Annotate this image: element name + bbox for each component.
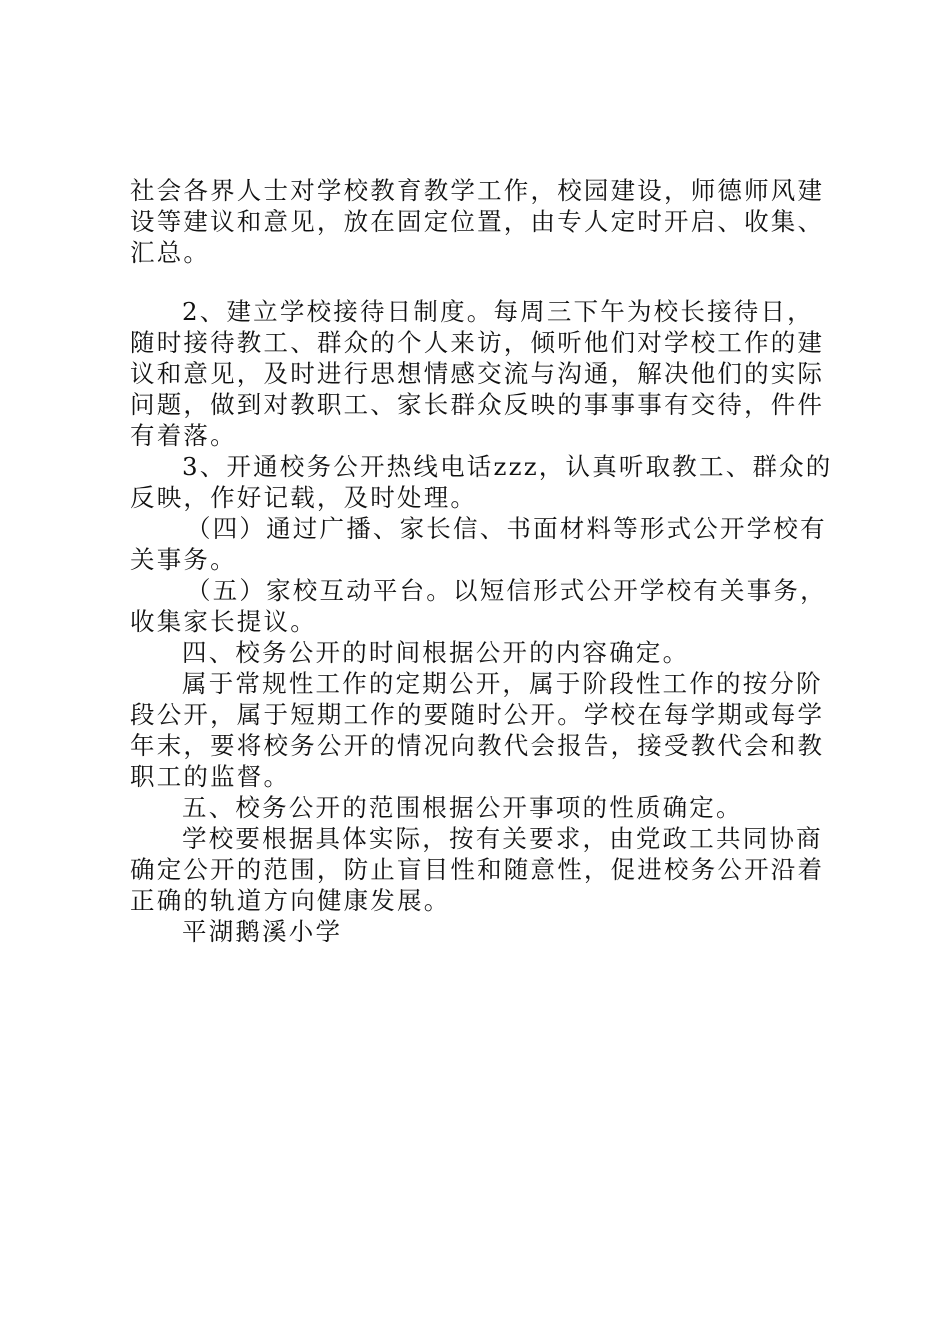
paragraph-reception-day: 2、建立学校接待日制度。每周三下午为校长接待日，随时接待教工、群众的个人来访，倾听他们对学校工作的建议和意见，及时进行思想情感交流与沟通，解决他们的实际问题，做到对教职工、家长群众反映的事事事有交待，件件有着落。: [130, 297, 825, 450]
paragraph-continuation: 社会各界人士对学校教育教学工作，校园建设，师德师风建设等建议和意见，放在固定位置，由专人定时开启、收集、汇总。: [130, 176, 825, 267]
document-body: [130, 175, 835, 947]
heading-section-five: 五、校务公开的范围根据公开事项的性质确定。: [182, 793, 743, 822]
signature: 平湖鹅溪小学: [182, 917, 343, 946]
heading-section-four: 四、校务公开的时间根据公开的内容确定。: [182, 638, 690, 667]
paragraph-platform: （五）家校互动平台。以短信形式公开学校有关事务，收集家长提议。: [130, 576, 827, 636]
paragraph-scope: 学校要根据具体实际，按有关要求，由党政工共同协商确定公开的范围，防止盲目性和随意性，促进校务公开沿着正确的轨道方向健康发展。: [130, 824, 825, 915]
paragraph-hotline: 3、开通校务公开热线电话zzz，认真听取教工、群众的反映，作好记载，及时处理。: [130, 452, 833, 512]
paragraph-timing: 属于常规性工作的定期公开，属于阶段性工作的按分阶段公开，属于短期工作的要随时公开。学校在每学期或每学年末，要将校务公开的情况向教代会报告，接受教代会和教职工的监督。: [130, 669, 825, 791]
paragraph-broadcast: （四）通过广播、家长信、书面材料等形式公开学校有关事务。: [130, 514, 827, 574]
